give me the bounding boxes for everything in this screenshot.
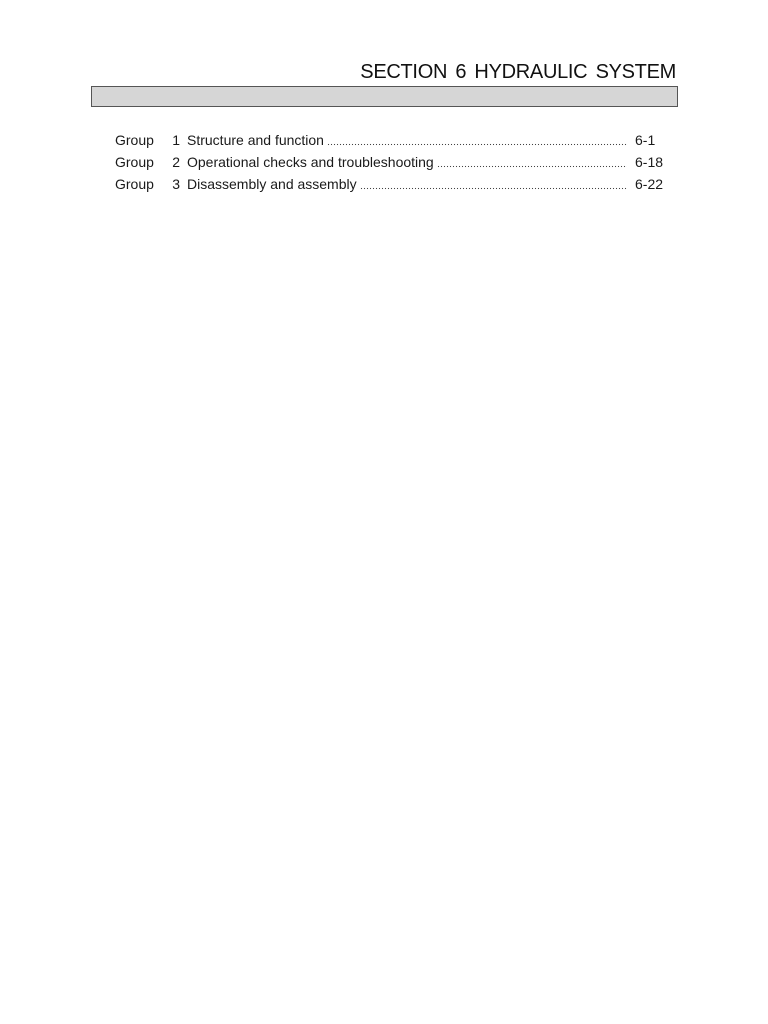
toc-page-number: 6-22	[635, 176, 664, 192]
toc-group-label: Group	[115, 132, 154, 148]
toc-dot-leader	[327, 131, 627, 146]
toc-page-number: 6-18	[635, 154, 664, 170]
toc-entry-group-2[interactable]	[115, 151, 671, 173]
toc-entry-title: Operational checks and troubleshooting	[187, 154, 434, 170]
table-of-contents	[115, 129, 671, 195]
section-title-bar	[91, 86, 678, 107]
toc-dot-leader	[437, 153, 627, 168]
toc-group-number: 1	[172, 132, 180, 148]
toc-page-number: 6-1	[635, 132, 656, 148]
section-title: SECTION 6 HYDRAULIC SYSTEM	[360, 61, 676, 83]
toc-entry-title: Disassembly and assembly	[187, 176, 357, 192]
toc-entry-title: Structure and function	[187, 132, 324, 148]
toc-dot-leader	[360, 175, 627, 190]
toc-entry-group-3[interactable]	[115, 173, 671, 195]
toc-group-label: Group	[115, 176, 154, 192]
toc-group-number: 2	[172, 154, 180, 170]
toc-group-number: 3	[172, 176, 180, 192]
toc-entry-group-1[interactable]	[115, 129, 671, 151]
toc-group-label: Group	[115, 154, 154, 170]
